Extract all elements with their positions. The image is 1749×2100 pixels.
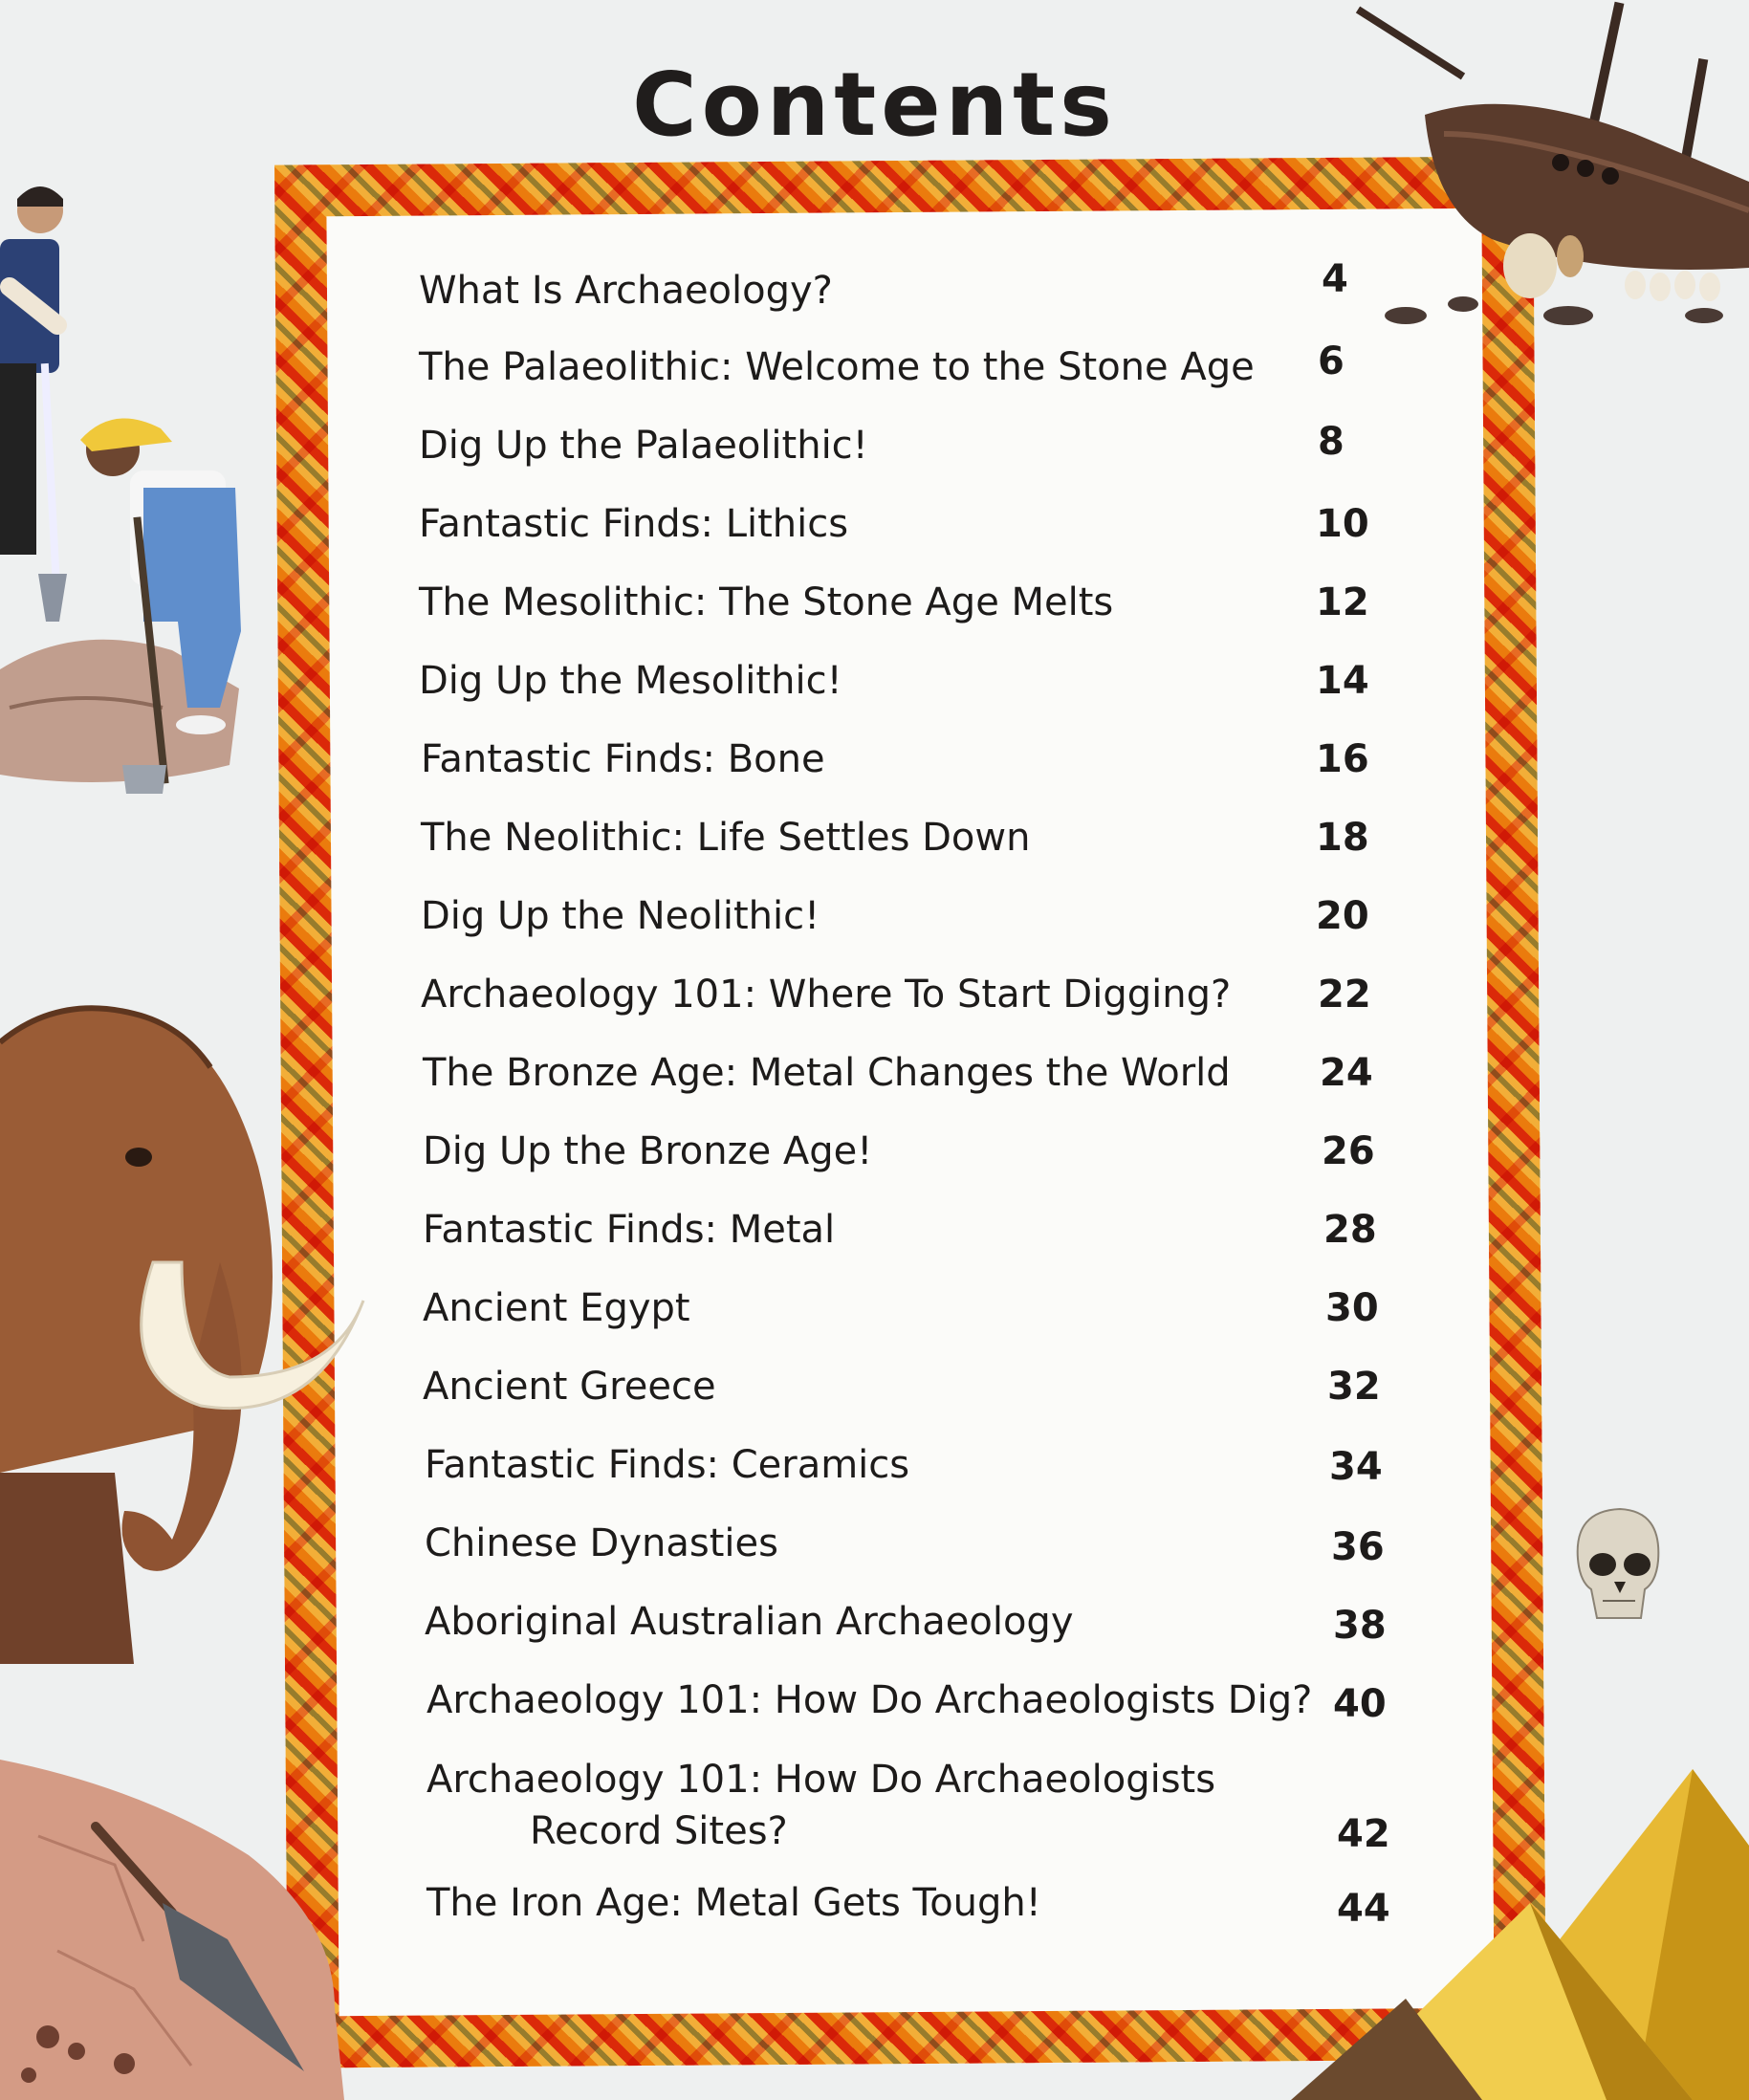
entry-title: The Neolithic: Life Settles Down xyxy=(421,816,1031,860)
entry-page-number: 30 xyxy=(1325,1286,1379,1330)
entry-title: Dig Up the Neolithic! xyxy=(421,894,820,938)
entry-page-number: 28 xyxy=(1323,1208,1377,1252)
entry-title: Fantastic Finds: Bone xyxy=(421,737,825,781)
entry-page-number: 44 xyxy=(1337,1887,1390,1931)
entry-title: Ancient Egypt xyxy=(423,1286,690,1330)
entry-title: The Iron Age: Metal Gets Tough! xyxy=(426,1881,1041,1925)
entry-page-number: 38 xyxy=(1333,1604,1387,1648)
entry-page-number: 14 xyxy=(1316,659,1369,703)
entry-page-number: 18 xyxy=(1316,816,1369,860)
entry-page-number: 6 xyxy=(1318,339,1345,383)
entry-title: What Is Archaeology? xyxy=(419,269,833,313)
entry-page-number: 40 xyxy=(1333,1682,1387,1726)
entry-page-number: 32 xyxy=(1327,1365,1381,1409)
entry-title: Fantastic Finds: Ceramics xyxy=(425,1443,910,1487)
entry-page-number: 12 xyxy=(1316,580,1369,624)
entry-page-number: 42 xyxy=(1337,1812,1390,1856)
entry-title: Fantastic Finds: Metal xyxy=(423,1208,836,1252)
entry-title-line-2: Record Sites? xyxy=(530,1809,788,1853)
entry-title: Dig Up the Bronze Age! xyxy=(423,1129,873,1173)
entry-title: Dig Up the Mesolithic! xyxy=(419,659,842,703)
entry-title: The Palaeolithic: Welcome to the Stone Age xyxy=(419,345,1255,389)
entry-title: The Bronze Age: Metal Changes the World xyxy=(423,1051,1231,1095)
entry-page-number: 4 xyxy=(1322,257,1348,301)
entry-title xyxy=(426,1754,1287,1857)
entry-page-number: 26 xyxy=(1322,1129,1375,1173)
entry-page-number: 16 xyxy=(1316,737,1369,781)
entry-title: Fantastic Finds: Lithics xyxy=(419,502,849,546)
entry-title: Archaeology 101: Where To Start Digging? xyxy=(421,973,1232,1017)
entry-page-number: 34 xyxy=(1329,1445,1383,1489)
entry-page-number: 20 xyxy=(1316,894,1369,938)
entry-title-line-1: Archaeology 101: How Do Archaeologists xyxy=(426,1758,1216,1802)
entry-title: Dig Up the Palaeolithic! xyxy=(419,424,868,468)
entry-page-number: 24 xyxy=(1320,1051,1373,1095)
entry-title: Aboriginal Australian Archaeology xyxy=(425,1600,1074,1644)
entry-title: Chinese Dynasties xyxy=(425,1521,778,1565)
entry-page-number: 10 xyxy=(1316,502,1369,546)
entry-page-number: 22 xyxy=(1318,973,1371,1017)
entry-title: Archaeology 101: How Do Archaeologists Dig? xyxy=(426,1678,1313,1722)
page-title: Contents xyxy=(632,54,1117,156)
entry-page-number: 8 xyxy=(1318,420,1345,464)
entry-page-number: 36 xyxy=(1331,1525,1385,1569)
entry-title: Ancient Greece xyxy=(423,1365,716,1409)
entry-title: The Mesolithic: The Stone Age Melts xyxy=(419,580,1114,624)
